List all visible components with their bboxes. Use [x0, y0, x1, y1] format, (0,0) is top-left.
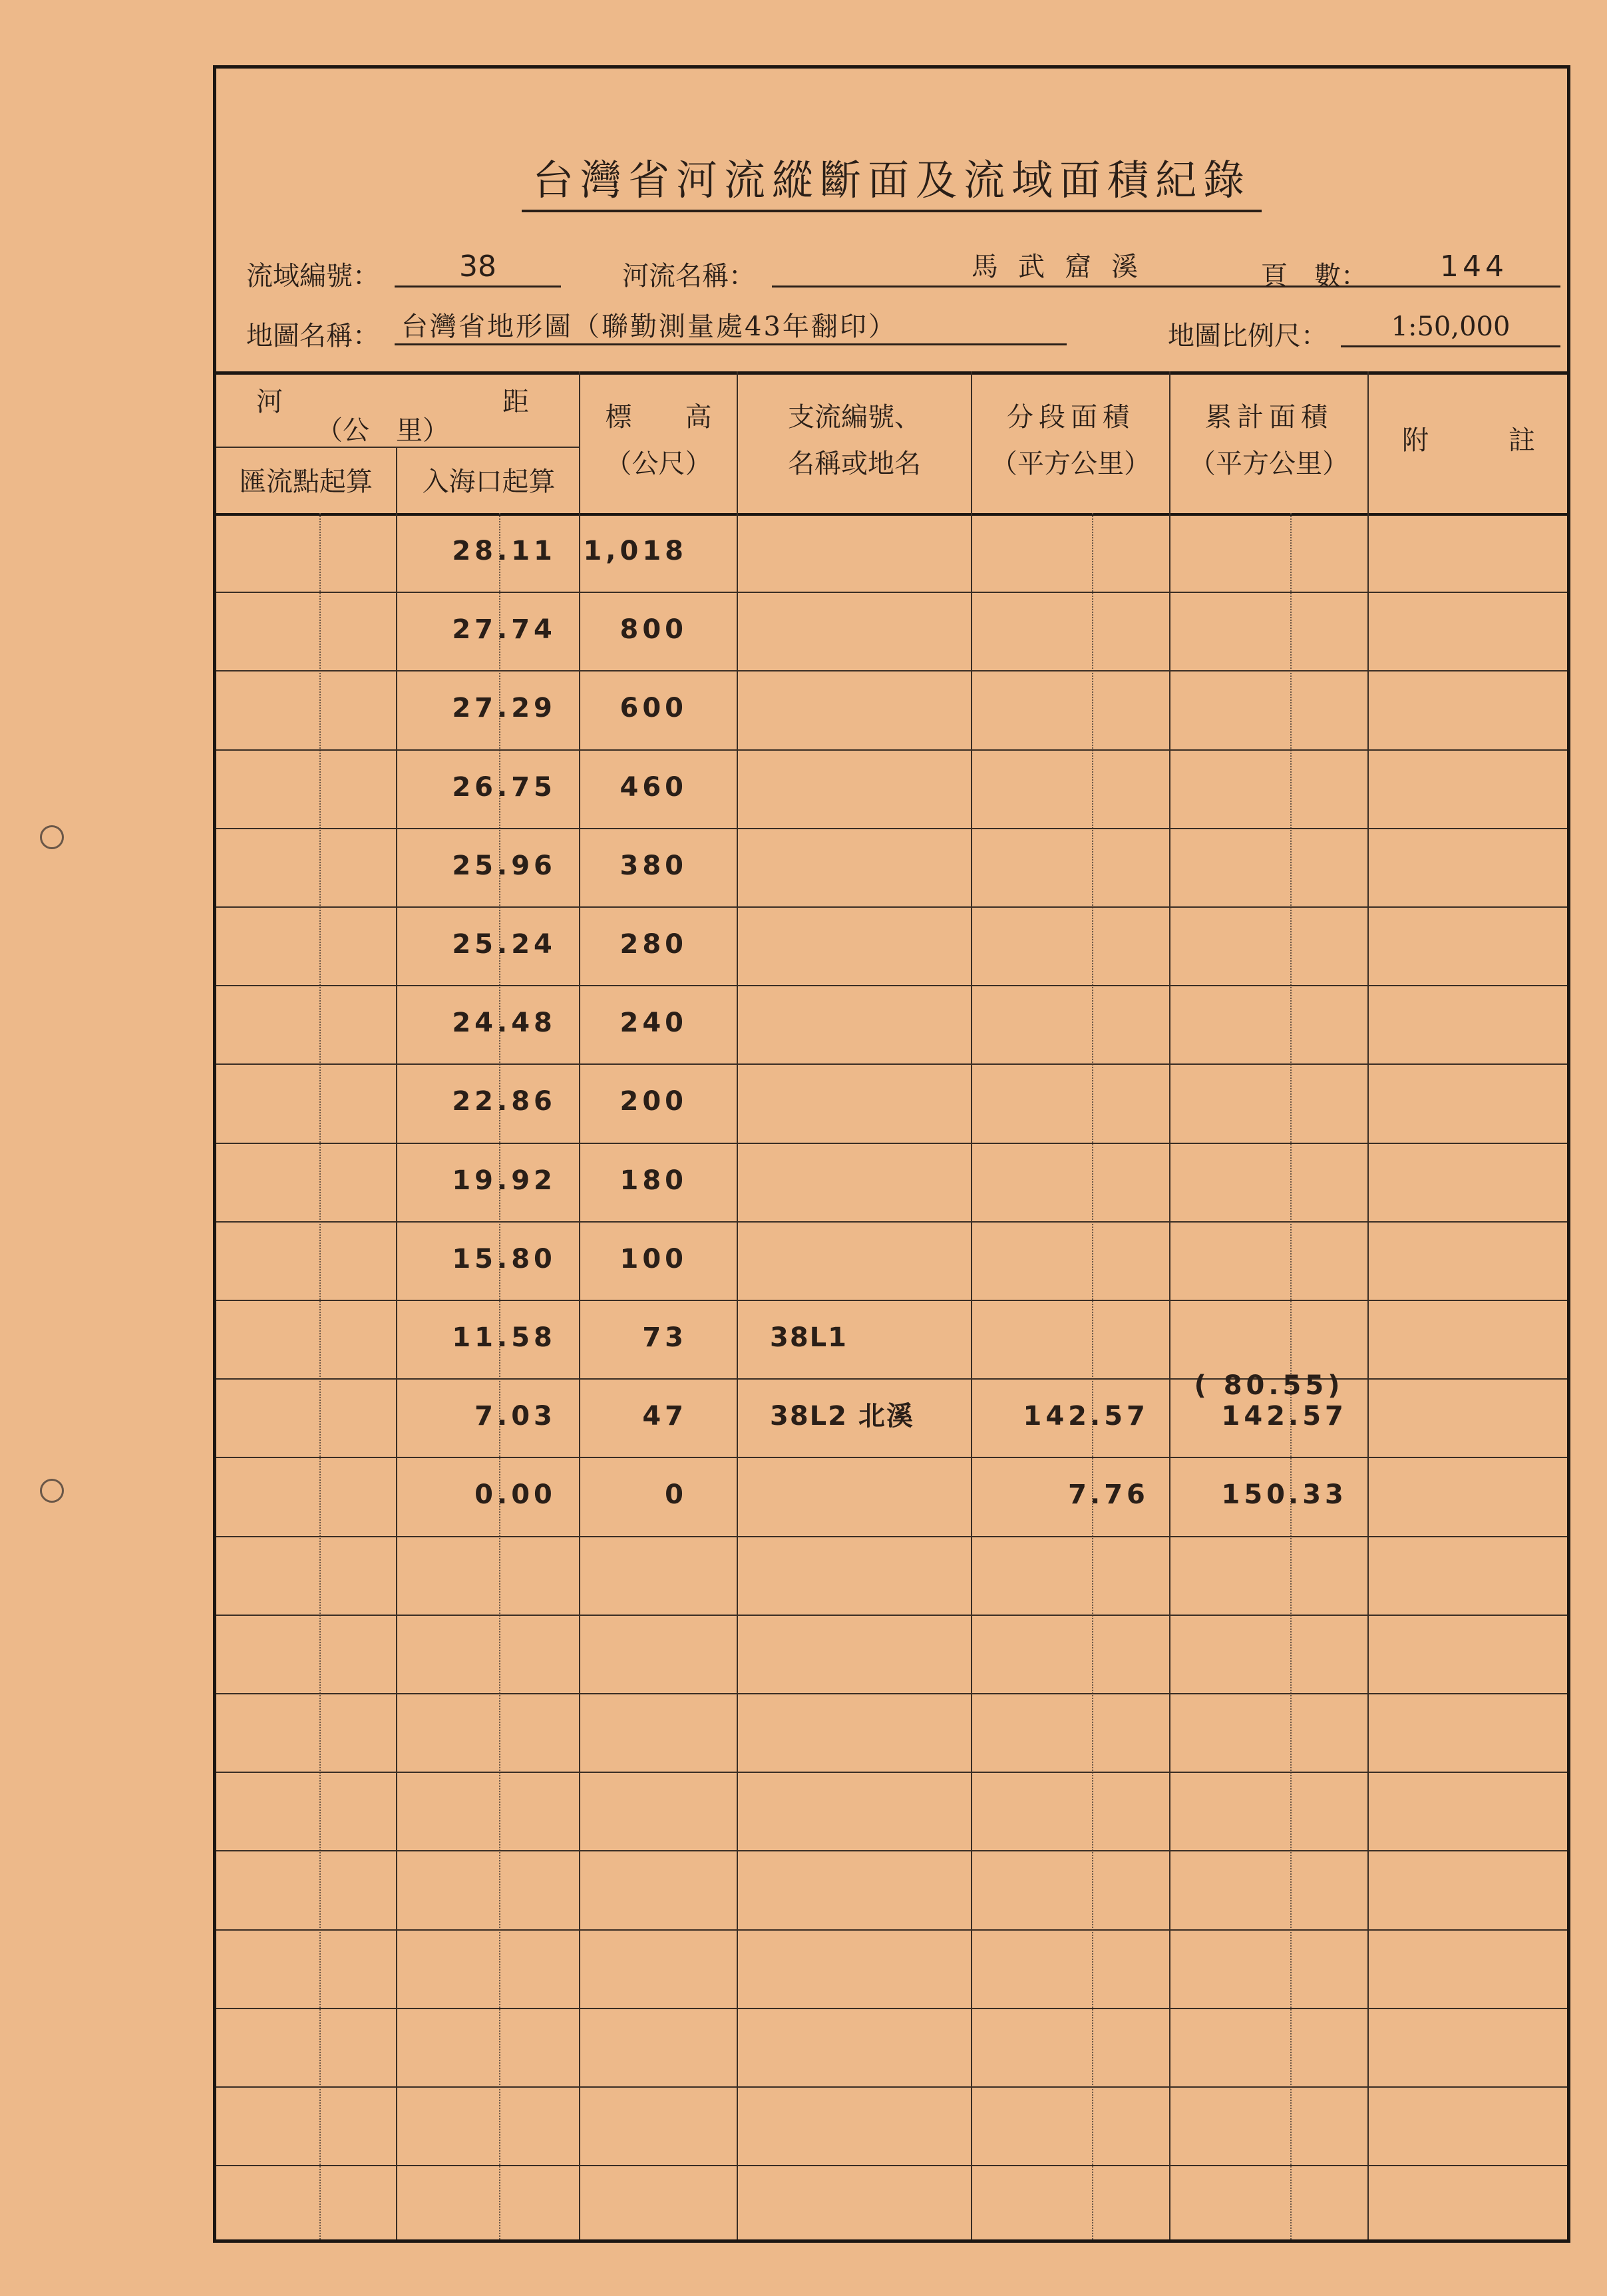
- tributary-value: 38L2 北溪: [770, 1401, 914, 1432]
- table-top-border: [216, 371, 1567, 375]
- elevation-value: 200: [620, 1086, 687, 1117]
- elevation-value: 800: [620, 614, 687, 646]
- row-line: [216, 670, 1567, 671]
- from-mouth-int: 27: [452, 693, 497, 724]
- row-line: [216, 1850, 1567, 1851]
- from-mouth-dec: .11: [497, 536, 556, 566]
- column-divider: [579, 371, 580, 2239]
- distance-unit: （公 里）: [316, 415, 449, 446]
- column-divider: [1367, 371, 1369, 2239]
- elevation-value: 47: [642, 1401, 687, 1432]
- from-mouth-dec: .92: [497, 1165, 556, 1196]
- elevation-value: 73: [642, 1322, 687, 1353]
- row-line: [216, 985, 1567, 986]
- from-mouth-dec: .48: [497, 1008, 556, 1039]
- scale-value: 1:50,000: [1341, 308, 1560, 347]
- row-line: [216, 2008, 1567, 2009]
- from-mouth-int: 0: [474, 1479, 497, 1511]
- tributary-header-1: 支流編號、: [788, 402, 921, 433]
- from-mouth-int: 26: [452, 771, 497, 803]
- segment-area-dec: .76: [1090, 1479, 1149, 1511]
- from-mouth-dec: .74: [497, 614, 556, 646]
- from-mouth-int: 27: [452, 614, 497, 646]
- from-mouth-int: 25: [452, 850, 497, 881]
- elevation-value: 180: [620, 1165, 687, 1196]
- header-bottom-border: [216, 513, 1567, 516]
- form-title-text: 台灣省河流縱斷面及流域面積紀錄: [522, 156, 1262, 212]
- river-name-text: 馬武窟溪: [972, 252, 1158, 282]
- from-mouth-int: 7: [474, 1401, 497, 1432]
- from-confluence-header: 匯流點起算: [240, 467, 373, 497]
- scale-label: 地圖比例尺：: [1168, 321, 1328, 351]
- river-name-label: 河流名稱：: [622, 261, 755, 291]
- row-line: [216, 906, 1567, 908]
- basin-no-value: 38: [395, 248, 561, 287]
- from-mouth-dec: .03: [497, 1401, 556, 1432]
- map-name-value: 台灣省地形圖（聯勤測量處43年翻印）: [395, 308, 1067, 345]
- cumulative-area-dec: .57: [1288, 1401, 1347, 1432]
- form-title: [216, 147, 1567, 206]
- from-mouth-dec: .80: [497, 1243, 556, 1274]
- row-line: [216, 1693, 1567, 1694]
- from-mouth-dec: .24: [497, 929, 556, 960]
- cumulative-area-dec: .33: [1288, 1479, 1347, 1511]
- column-divider: [1169, 371, 1170, 2239]
- elevation-header-1: 標 高: [605, 402, 712, 433]
- segment-area-dec: .57: [1090, 1401, 1149, 1432]
- tributary-header-2: 名稱或地名: [788, 449, 921, 479]
- row-line: [216, 1772, 1567, 1773]
- from-mouth-int: 11: [452, 1322, 497, 1353]
- distance-header-left: 河: [256, 387, 283, 417]
- row-line: [216, 1929, 1567, 1931]
- cumulative-area-header-1: 累計面積: [1205, 402, 1333, 433]
- basin-no-label: 流域編號：: [246, 261, 379, 291]
- row-line: [216, 1457, 1567, 1458]
- map-name-label: 地圖名稱：: [246, 321, 379, 351]
- segment-area-header-1: 分段面積: [1007, 402, 1135, 433]
- row-line: [216, 2086, 1567, 2088]
- column-divider: [971, 371, 972, 2239]
- elevation-header-2: （公尺）: [605, 449, 712, 479]
- cumulative-area-note: ( 80.55): [1194, 1370, 1344, 1402]
- row-line: [216, 828, 1567, 829]
- from-mouth-dec: .00: [497, 1479, 556, 1511]
- elevation-value: 380: [620, 850, 687, 881]
- segment-area-int: 142: [1023, 1401, 1091, 1432]
- segment-area-int: 7: [1068, 1479, 1091, 1511]
- binder-hole-bottom: [40, 1479, 64, 1503]
- row-line: [216, 1063, 1567, 1065]
- binder-hole-top: [40, 825, 64, 849]
- page-value: 144: [1387, 248, 1560, 287]
- elevation-value: 0: [665, 1479, 687, 1511]
- decimal-guide-line: [1092, 513, 1093, 2239]
- from-mouth-int: 24: [452, 1008, 497, 1039]
- page-label: 頁 數：: [1261, 261, 1367, 291]
- row-line: [216, 1536, 1567, 1537]
- from-mouth-dec: .75: [497, 771, 556, 803]
- elevation-value: 100: [620, 1243, 687, 1274]
- row-line: [216, 749, 1567, 751]
- cumulative-area-header-2: （平方公里）: [1189, 449, 1349, 479]
- elevation-value: 460: [620, 771, 687, 803]
- elevation-value: 280: [620, 929, 687, 960]
- elevation-value: 240: [620, 1008, 687, 1039]
- from-mouth-dec: .96: [497, 850, 556, 881]
- row-line: [216, 1615, 1567, 1616]
- record-form: [213, 65, 1570, 2243]
- from-mouth-header: 入海口起算: [422, 467, 556, 497]
- cumulative-area-int: 150: [1221, 1479, 1289, 1511]
- tributary-value: 38L1: [770, 1322, 848, 1353]
- from-mouth-dec: .58: [497, 1322, 556, 1353]
- elevation-value: 600: [620, 693, 687, 724]
- from-mouth-int: 28: [452, 536, 497, 566]
- from-mouth-int: 25: [452, 929, 497, 960]
- from-mouth-int: 19: [452, 1165, 497, 1196]
- row-line: [216, 592, 1567, 593]
- elevation-value: 1,018: [583, 536, 687, 566]
- segment-area-header-2: （平方公里）: [991, 449, 1151, 479]
- row-line: [216, 1221, 1567, 1223]
- row-line: [216, 1143, 1567, 1144]
- distance-header-right: 距: [502, 387, 529, 417]
- column-divider: [737, 371, 738, 2239]
- from-mouth-dec: .86: [497, 1086, 556, 1117]
- row-line: [216, 1300, 1567, 1301]
- remarks-header: 附 註: [1402, 425, 1535, 456]
- from-mouth-int: 22: [452, 1086, 497, 1117]
- from-mouth-dec: .29: [497, 693, 556, 724]
- row-line: [216, 2165, 1567, 2166]
- decimal-guide-line: [319, 513, 321, 2239]
- cumulative-area-int: 142: [1221, 1401, 1289, 1432]
- from-mouth-int: 15: [452, 1243, 497, 1274]
